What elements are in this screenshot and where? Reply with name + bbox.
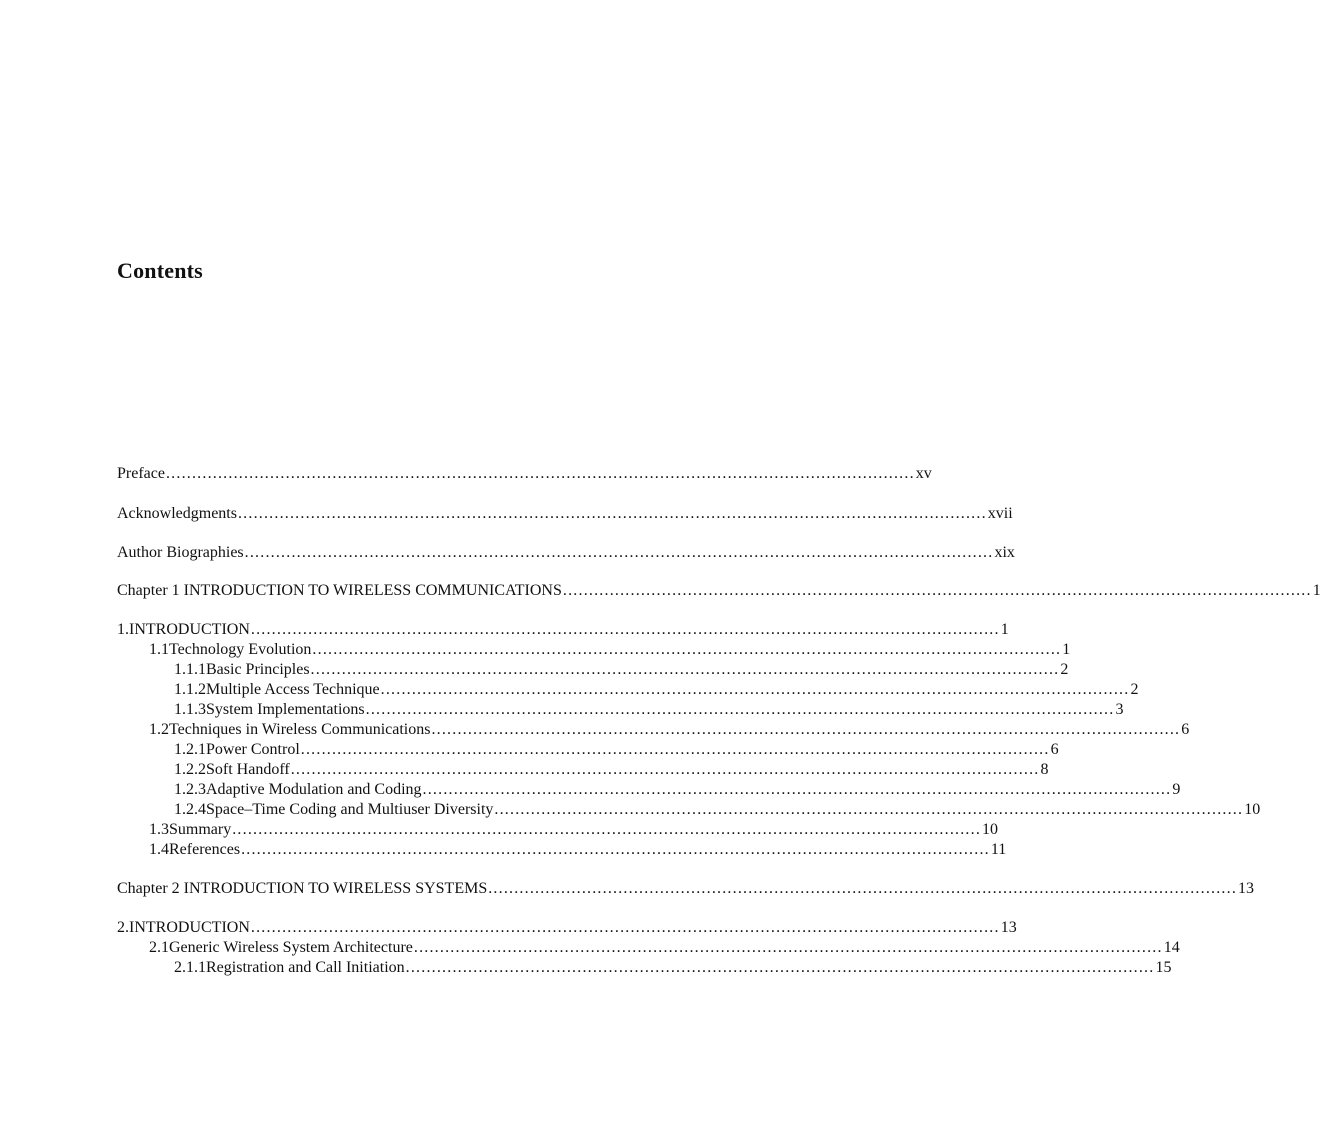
toc-entry-number: 1. — [117, 621, 129, 638]
toc-entry-page: xix — [994, 544, 1015, 561]
toc-entry-number: 1.2 — [149, 721, 169, 738]
toc-entry-label: INTRODUCTION — [129, 621, 250, 638]
toc-entry-number: 2.1.1 — [174, 959, 206, 976]
toc-entry-section-1-1-3 — [174, 700, 1124, 720]
toc-entry-label: Basic Principles — [206, 661, 310, 678]
dot-leader: ................................................................................................................................................ — [562, 582, 1312, 599]
toc-entry-section-1-2-2 — [174, 760, 1049, 780]
toc-entry-label: Preface — [117, 465, 165, 482]
toc-entry-chapter-1 — [117, 581, 1321, 601]
toc-entry-number: 1.2.2 — [174, 761, 206, 778]
toc-entry-label: Soft Handoff — [206, 761, 290, 778]
toc-entry-page: 10 — [1244, 801, 1261, 818]
dot-leader: ................................................................................................................................................ — [494, 801, 1244, 818]
toc-entry-number: 1.1.3 — [174, 701, 206, 718]
toc-entry-section-1-2-4 — [174, 800, 1261, 820]
toc-entry-preface — [117, 464, 932, 484]
toc-entry-chapter-2 — [117, 879, 1255, 899]
dot-leader: ................................................................................................................................................ — [405, 959, 1155, 976]
toc-entry-number: 2.1 — [149, 939, 169, 956]
toc-entry-section-1-2 — [149, 720, 1190, 740]
toc-entry-section-1-1-2 — [174, 680, 1139, 700]
toc-entry-author-biographies — [117, 543, 1015, 563]
dot-leader: ................................................................................................................................................ — [250, 621, 1000, 638]
dot-leader: ................................................................................................................................................ — [431, 721, 1181, 738]
toc-entry-page: 8 — [1040, 761, 1049, 778]
toc-entry-section-1-2-1 — [174, 740, 1059, 760]
toc-entry-label: Space–Time Coding and Multiuser Diversity — [206, 801, 494, 818]
dot-leader: ................................................................................................................................................ — [237, 505, 987, 522]
toc-entry-acknowledgments — [117, 504, 1013, 524]
toc-entry-page: 11 — [990, 841, 1007, 858]
toc-entry-page: 3 — [1115, 701, 1124, 718]
toc-entry-page: 14 — [1163, 939, 1180, 956]
dot-leader: ................................................................................................................................................ — [244, 544, 994, 561]
dot-leader: ................................................................................................................................................ — [165, 465, 915, 482]
toc-entry-page: 1 — [1000, 621, 1009, 638]
toc-entry-page: 1 — [1312, 582, 1321, 599]
dot-leader: ................................................................................................................................................ — [241, 841, 990, 858]
dot-leader: ................................................................................................................................................ — [488, 880, 1238, 897]
toc-entry-number: 1.1.1 — [174, 661, 206, 678]
toc-entry-section-2 — [117, 918, 1017, 938]
dot-leader: ................................................................................................................................................ — [250, 919, 1000, 936]
toc-entry-label: System Implementations — [206, 701, 365, 718]
dot-leader: ................................................................................................................................................ — [290, 761, 1040, 778]
toc-entry-section-1-4 — [149, 840, 1007, 860]
toc-entry-section-1-1 — [149, 640, 1071, 660]
toc-entry-page: 13 — [1238, 880, 1255, 897]
dot-leader: ................................................................................................................................................ — [365, 701, 1115, 718]
dot-leader: ................................................................................................................................................ — [312, 641, 1062, 658]
dot-leader: ................................................................................................................................................ — [413, 939, 1163, 956]
dot-leader: ................................................................................................................................................ — [300, 741, 1050, 758]
toc-entry-section-1-2-3 — [174, 780, 1181, 800]
toc-entry-page: 13 — [1000, 919, 1017, 936]
toc-entry-number: 1.4 — [149, 841, 169, 858]
toc-entry-label: Registration and Call Initiation — [206, 959, 405, 976]
toc-entry-number: 1.1 — [149, 641, 169, 658]
dot-leader: ................................................................................................................................................ — [422, 781, 1172, 798]
toc-entry-page: 6 — [1181, 721, 1190, 738]
toc-entry-label: Technology Evolution — [169, 641, 312, 658]
toc-entry-number: 1.3 — [149, 821, 169, 838]
toc-entry-page: 10 — [982, 821, 999, 838]
toc-entry-page: 9 — [1172, 781, 1181, 798]
toc-entry-label: Summary — [169, 821, 232, 838]
toc-entry-section-2-1-1 — [174, 958, 1172, 978]
dot-leader: ................................................................................................................................................ — [380, 681, 1130, 698]
toc-entry-label: Chapter 1 INTRODUCTION TO WIRELESS COMMUNICATIONS — [117, 582, 562, 599]
toc-entry-page: 15 — [1155, 959, 1172, 976]
toc-entry-page: 6 — [1050, 741, 1059, 758]
toc-entry-label: Acknowledgments — [117, 505, 237, 522]
toc-entry-number: 2. — [117, 919, 129, 936]
toc-entry-label: References — [169, 841, 241, 858]
toc-entry-page: xvii — [987, 505, 1013, 522]
dot-leader: ................................................................................................................................................ — [310, 661, 1060, 678]
toc-entry-section-1-3 — [149, 820, 999, 840]
toc-entry-section-2-1 — [149, 938, 1180, 958]
toc-entry-number: 1.2.1 — [174, 741, 206, 758]
toc-entry-page: 1 — [1062, 641, 1071, 658]
toc-entry-page: 2 — [1130, 681, 1139, 698]
toc-entry-number: 1.2.4 — [174, 801, 206, 818]
toc-entry-label: Power Control — [206, 741, 300, 758]
toc-entry-label: Author Biographies — [117, 544, 244, 561]
toc-entry-label: INTRODUCTION — [129, 919, 250, 936]
toc-entry-label: Multiple Access Technique — [206, 681, 380, 698]
toc-entry-label: Techniques in Wireless Communications — [169, 721, 431, 738]
toc-entry-page: 2 — [1060, 661, 1069, 678]
toc-entry-label: Adaptive Modulation and Coding — [206, 781, 422, 798]
table-of-contents — [117, 0, 1321, 1123]
page-title: Contents — [117, 258, 203, 283]
toc-entry-page: xv — [915, 465, 932, 482]
toc-entry-section-1 — [117, 620, 1009, 640]
toc-entry-label: Generic Wireless System Architecture — [169, 939, 413, 956]
toc-entry-label: Chapter 2 INTRODUCTION TO WIRELESS SYSTEMS — [117, 880, 488, 897]
dot-leader: ................................................................................................................................................ — [232, 821, 982, 838]
toc-entry-number: 1.1.2 — [174, 681, 206, 698]
toc-entry-number: 1.2.3 — [174, 781, 206, 798]
toc-entry-section-1-1-1 — [174, 660, 1069, 680]
